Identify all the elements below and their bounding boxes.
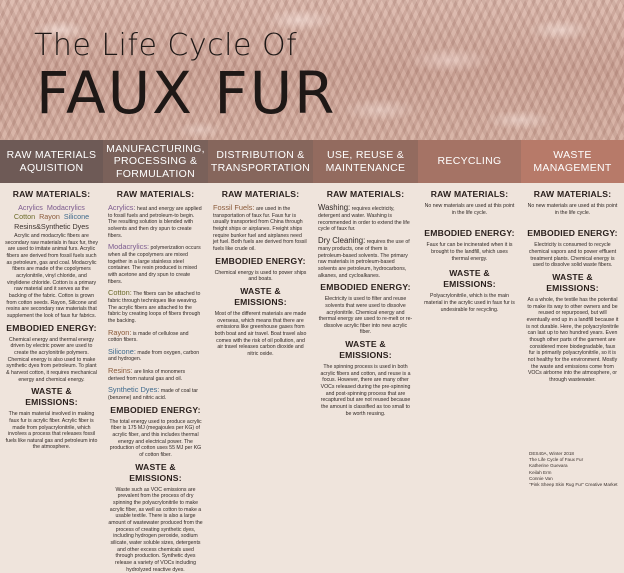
item-cotton <box>108 288 203 324</box>
section-title: WASTE & EMISSIONS: <box>234 285 287 307</box>
fiber-modacrylics: Modacrylics <box>46 203 85 212</box>
section-title: WASTE & EMISSIONS: <box>25 386 78 408</box>
fiber-resins-dyes: Resins&Synthetic Dyes <box>14 221 89 231</box>
item-resins <box>108 366 203 382</box>
section-title: EMBODIED ENERGY: <box>527 228 618 239</box>
credit-line: "Pink Sheep Skin Rug Fur" Creative Market <box>529 481 618 487</box>
item-modacrylics <box>108 242 203 285</box>
fiber-silicone: Silicone <box>63 212 90 222</box>
section-title: EMBODIED ENERGY: <box>215 255 306 266</box>
header-raw-materials: RAW MATERIALS AQUISITION <box>0 140 103 183</box>
column-distribution <box>208 183 313 493</box>
raw-materials-text: Acrylic and modacrylic fibers are secondary raw materials in faux fur, they are used to imitate animal furs. Acrylic fibers are derived from fossil fuels such as petroleum, gas and coal. Modacrylic fibers are made of the copolymers acrylonitrile, vinyl chloride, and vinylidene chloride. Cotton is a primary raw material and it serves as the backing of the fabric. Cotton is grown from cotton seeds. Rayon, Silicone and resins are secondary raw materials that supplement the look of faux fur fabrics. <box>5 233 98 319</box>
energy-text: Electricity is used to filter and reuse solvents that were used to dissolve acrylonitrile. Chemical energy and thermal energy are used to re-melt or re-dissolve acrylic fiber into new acrylic fiber. <box>318 296 413 336</box>
dry-cleaning-text <box>318 236 413 279</box>
term: Rayon: <box>108 327 132 337</box>
column-waste-management <box>521 183 624 493</box>
term: Modacrylics: <box>108 242 150 252</box>
term-text: made from oxygen, carbon and hydrogen. <box>108 349 200 363</box>
raw-materials-text <box>213 203 308 253</box>
header-use-reuse: USE, REUSE & MAINTENANCE <box>313 140 418 183</box>
term-text: The fibers can be attached to fabric through techniques like weaving. The acrylic fibers are attached to the fabric by creating loops of fibers through the backing. <box>108 291 201 324</box>
fur-header-image <box>0 0 624 140</box>
term: Dry Cleaning: <box>318 235 366 245</box>
header-recycling: RECYCLING <box>418 140 521 183</box>
waste-text: Most of the different materials are made overseas, which means that there are emissions like greenhouse gases from both boat and air travel. Boat travel also comes with the risk of oil pollution, and air travel releases carbon dioxide and nitric oxide. <box>214 310 307 357</box>
section-title: RAW MATERIALS: <box>221 189 300 199</box>
column-recycling <box>418 183 521 493</box>
column-manufacturing <box>103 183 208 573</box>
term-text: polymerization occurs when all the copolymers are mixed together in a large stainless steel container. The resin produced is mixed with acetone and dry spun to create fibers. <box>108 245 201 285</box>
waste-text: The spinning process is used in both acrylic fibers and cotton, and reuse is a focus. However, there are many other VOCs released during the pre-spinning and post-spinning process that are recaptured but are not reused because the amount is classified as too small to be worth reusing. <box>320 364 411 417</box>
washing-text <box>318 203 413 233</box>
stage-header-bar <box>0 140 624 183</box>
fiber-cotton: Cotton <box>13 212 36 222</box>
section-title: WASTE & EMISSIONS: <box>339 339 392 361</box>
term: Cotton: <box>108 288 132 298</box>
credit-line: Connie Van <box>529 475 553 481</box>
raw-materials-text: No new materials are used at this point in the life cycle. <box>424 203 515 216</box>
term-text: heat and energy are applied to fossil fuels and petroleum-to begin. The resulting solution is blended with solvents and then dry spun to create fibers. <box>108 206 202 239</box>
credit-line: DES40A, Winter 2018 <box>529 451 574 456</box>
fiber-rayon: Rayon <box>39 212 60 222</box>
term: Synthetic Dyes: <box>108 385 160 395</box>
term: Resins: <box>108 366 133 376</box>
column-raw-materials <box>0 183 103 493</box>
term-text: is made of cellulose and cotton fibers. <box>108 330 189 344</box>
section-title: RAW MATERIALS: <box>12 189 91 199</box>
energy-text: Chemical energy is used to power ships and boats. <box>214 269 307 283</box>
raw-materials-text: No new materials are used at this point in the life cycle. <box>527 203 618 216</box>
header-distribution: DISTRIBUTION & TRANSPORTATION <box>208 140 313 183</box>
section-title: WASTE & EMISSIONS: <box>546 271 599 293</box>
column-use-reuse <box>313 183 418 493</box>
energy-text: Electricity is consumed to recycle chemical vapors and to power effluent treatment plants. Chemical energy is used to dissolve solid waste fibers. <box>528 242 617 269</box>
section-title: WASTE & EMISSIONS: <box>129 461 182 483</box>
title-prefix: The Life Cycle Of <box>34 28 298 63</box>
waste-text: Waste such as VOC emissions are prevalent from the process of dry spinning the polyacrylonitrile to make acrylic fiber, as well as cotton to make a usable textile. There is also a large amount of wastewater produced from the process of creating synthetic dyes, including hydrogen peroxide, sodium silicate, water soluble sizes, detergents and other excess chemicals used through production. Synthetic dyes release a variety of VOCs including hydrolyzed reactive dyes. <box>108 486 203 573</box>
fiber-list <box>5 203 98 231</box>
item-synthetic-dyes <box>108 385 203 401</box>
term: Acrylics: <box>108 203 136 212</box>
term-text: are used in the transportation of faux fur. Faux fur is usually transported from China through freight ships or airplanes. Freight ships require bunker fuel and airplanes need jet fuel. Both fuels are derived from fossil fuels like crude oil. <box>213 206 307 252</box>
header-waste-management: WASTE MANAGEMENT <box>521 140 624 183</box>
page-title: FAUX FUR <box>36 59 337 127</box>
item-silicone <box>108 347 203 363</box>
credit-line: Katherine Guevara <box>529 463 568 469</box>
waste-text: As a whole, the textile has the potential to make its way to other owners and be reused or repurposed, but will eventually end up in a landfill because it is not durable. Here, the polyacrylonitrile can last up to two hundred years. Even though other parts of the garment are considered more biodegradable, faux fur is primarily polyacrylonitrile, so it is not healthy for the environment. Mostly the waste and emissions come from VOCs airborne into the atmosphere, or through wastewater. <box>526 296 619 383</box>
item-rayon <box>108 328 203 344</box>
section-title: EMBODIED ENERGY: <box>110 404 201 415</box>
term: Silicone: <box>108 346 136 356</box>
term-text: made of coal tar (benzene) and nitric acid. <box>108 388 199 402</box>
term-text: are links of monomers derived from natural gas and oil. <box>108 369 186 382</box>
section-title: WASTE & EMISSIONS: <box>443 268 496 290</box>
section-title: EMBODIED ENERGY: <box>6 322 97 333</box>
term: Washing: <box>318 203 351 212</box>
credits <box>529 451 621 488</box>
section-title: EMBODIED ENERGY: <box>320 282 411 293</box>
section-title: EMBODIED ENERGY: <box>424 228 515 239</box>
section-title: RAW MATERIALS: <box>533 189 612 199</box>
header-manufacturing: MANUFACTURING, PROCESSING & FORMULATION <box>103 140 208 183</box>
waste-text: The main material involved in making faux fur is acrylic fiber. Acrylic fiber is made from polyacrylonitrile, which involves a process that releases fossil fuels like natural gas and petroleum into the atmosphere. <box>5 411 98 451</box>
section-title: RAW MATERIALS: <box>430 189 509 199</box>
term-text: requires the use of many products, one of them is petroleum-based solvents. The primary raw materials in petroleum-based solvents are petroleum, hydrocarbons, alkanes, and cycloalkanes. <box>318 238 410 279</box>
section-title: RAW MATERIALS: <box>116 189 195 199</box>
term-text: requires electricity, detergent and water. Washing is recommended in order to extend the life cycle of faux fur. <box>318 206 410 233</box>
fiber-acrylics: Acrylics <box>18 203 43 212</box>
waste-text: Polyacrylonitrile, which is the main material in the acrylic used in faux fur is undesirable for recycling. <box>424 293 515 313</box>
credit-line: The Life Cycle of Faux Fur <box>529 457 584 463</box>
item-acrylics <box>108 203 203 239</box>
stage-columns <box>0 183 624 573</box>
energy-text: The total energy used to produce acrylic fiber is 175 MJ (megajoules per KG) of acrylic fiber, and this includes thermal energy and electrical power. The production of cotton uses 55 MJ per KG of cotton fiber. <box>109 418 202 459</box>
term: Fossil Fuels: <box>213 203 255 212</box>
section-title: RAW MATERIALS: <box>326 189 405 199</box>
energy-text: Chemical energy and thermal energy driven by electric power are used to create the acrylonitrile polymers. Chemical energy is also used to make synthetic dyes from petroleum. To plant & harvest cotton, it requires mechanical energy and chemical energy. <box>6 336 97 383</box>
credit-line: Keilah Erm <box>529 469 552 475</box>
energy-text: Faux fur can be incinerated when it is brought to the landfill, which uses thermal energy. <box>426 242 513 262</box>
